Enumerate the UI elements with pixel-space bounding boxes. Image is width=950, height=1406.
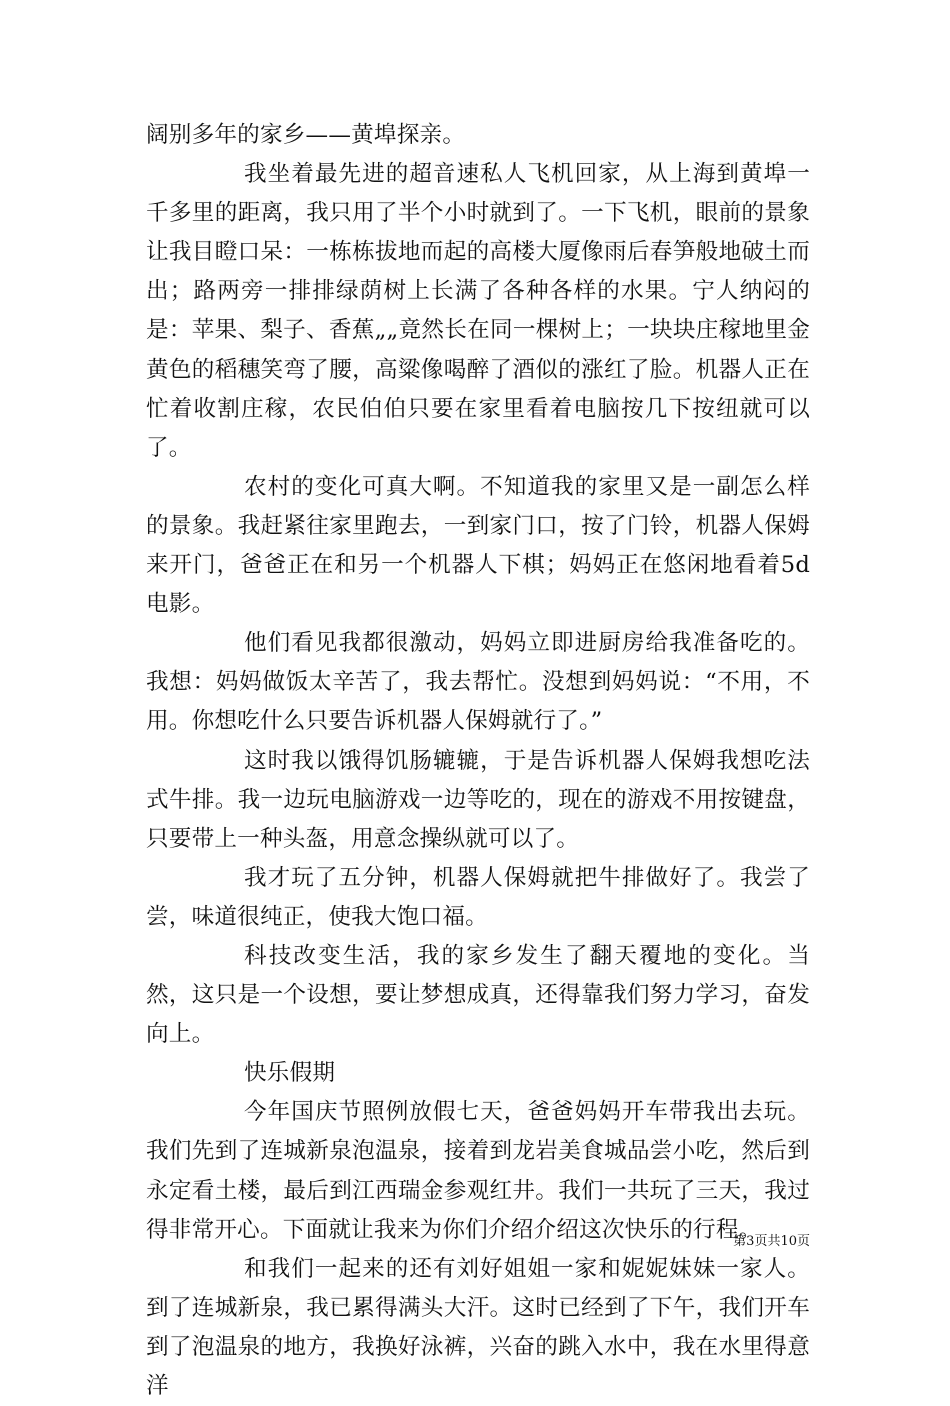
paragraph-4: 他们看见我都很激动，妈妈立即进厨房给我准备吃的。我想：妈妈做饭太辛苦了，我去帮忙。没想到妈妈说：“不用，不用。你想吃什么只要告诉机器人保姆就行了。”	[146, 630, 810, 735]
section-heading: 快乐假期	[244, 1060, 336, 1087]
paragraph-6: 我才玩了五分钟，机器人保姆就把牛排做好了。我尝了尝，味道很纯正，使我大饱口福。	[146, 864, 810, 930]
paragraph-7: 科技改变生活，我的家乡发生了翻天覆地的变化。当然，这只是一个设想，要让梦想成真，还得靠我们努力学习，奋发向上。	[146, 942, 810, 1048]
paragraph-9: 和我们一起来的还有刘好姐姐一家和妮妮妹妹一家人。到了连城新泉，我已累得满头大汗。这时已经到了下午，我们开车到了泡温泉的地方，我换好泳裤，兴奋的跳入水中，我在水里得意洋	[146, 1255, 810, 1399]
paragraph-3: 农村的变化可真大啊。不知道我的家里又是一副怎么样的景象。我赶紧往家里跑去，一到家门口，按了门铃，机器人保姆来开门，爸爸正在和另一个机器人下棋；妈妈正在悠闲地看着5d电影。	[146, 473, 810, 618]
paragraph-2: 我坐着最先进的超音速私人飞机回家，从上海到黄埠一千多里的距离，我只用了半个小时就到了。一下飞机，眼前的景象让我目瞪口呆：一栋栋拔地而起的高楼大厦像雨后春笋般地破土而出；路两旁一排排绿荫树上长满了各种各样的水果。宁人纳闷的是：苹果、梨子、香蕉„„竟然长在同一棵树上；一块块庄稼地里金黄色的稻穗笑弯了腰，高粱像喝醉了酒似的涨红了脸。机器人正在忙着收割庄稼，农民伯伯只要在家里看着电脑按几下按纽就可以了。	[146, 161, 810, 461]
document-body	[146, 116, 810, 1406]
paragraph-1: 阔别多年的家乡——黄埠探亲。	[146, 122, 466, 148]
paragraph-5: 这时我以饿得饥肠辘辘，于是告诉机器人保姆我想吃法式牛排。我一边玩电脑游戏一边等吃的，现在的游戏不用按键盘，只要带上一种头盔，用意念操纵就可以了。	[146, 747, 810, 852]
page-number-footer: 第3页共10页	[733, 1234, 810, 1249]
paragraph-8: 今年国庆节照例放假七天，爸爸妈妈开车带我出去玩。我们先到了连城新泉泡温泉，接着到龙岩美食城品尝小吃，然后到永定看土楼，最后到江西瑞金参观红井。我们一共玩了三天，我过得非常开心。下面就让我来为你们介绍介绍这次快乐的行程。	[146, 1099, 810, 1243]
